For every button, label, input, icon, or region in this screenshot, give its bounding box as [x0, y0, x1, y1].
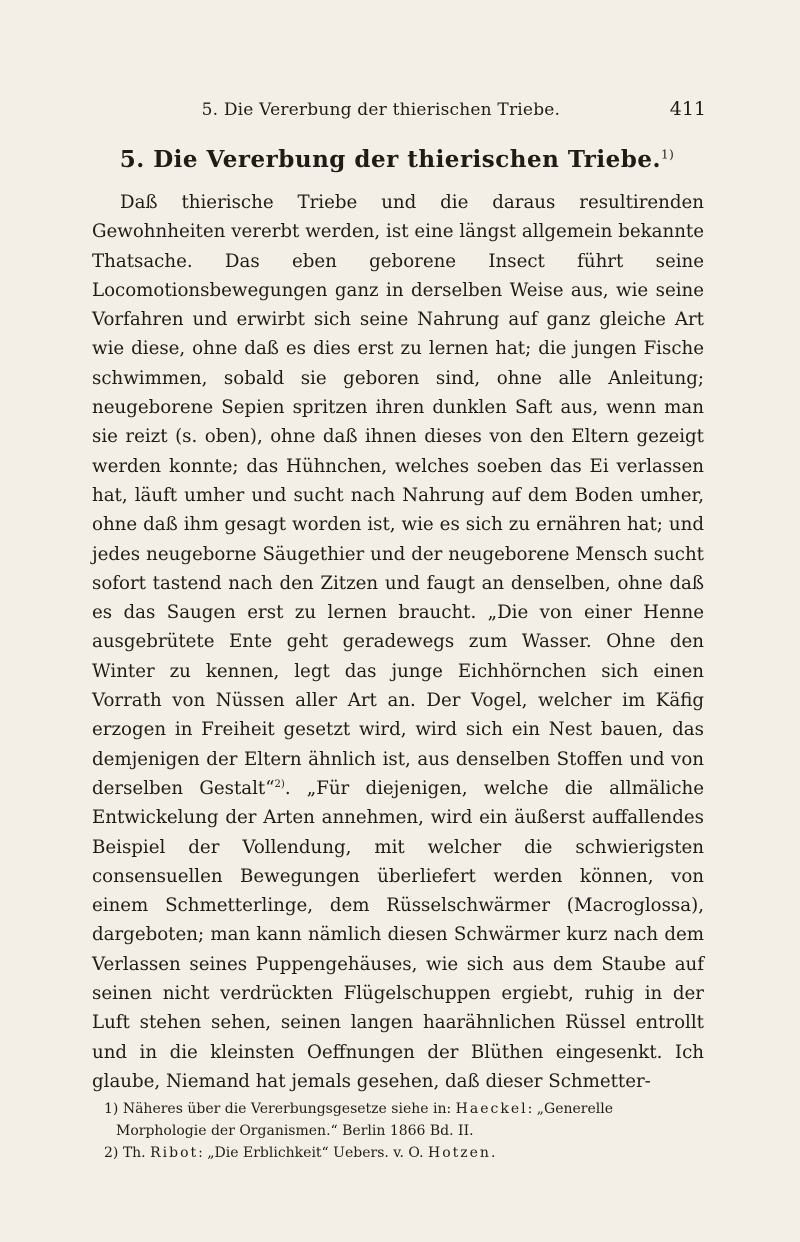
footnote-text: Th.	[122, 1145, 151, 1161]
paragraph-text-a: Daß thierische Triebe und die daraus resultirenden Gewohnheiten vererbt werden, ist eine längst allgemein bekannte Thatsache. Das eben geborene Insect führt seine Locomotionsbewegungen ganz in derselben Weise aus, wie seine Vorfahren und erwirbt sich seine Nahrung auf ganz gleiche Art wie diese, ohne daß es dies erst zu lernen hat; die jungen Fische schwimmen, sobald sie geboren sind, ohne alle Anleitung; neugeborene Sepien spritzen ihren dunklen Saft aus, wenn man sie reizt (s. oben), ohne daß ihnen dieses von den Eltern gezeigt werden konnte; das Hühnchen, welches soeben das Ei verlassen hat, läuft umher und sucht nach Nahrung auf dem Boden umher, ohne daß ihm gesagt worden ist, wie es sich zu ernähren hat; und jedes neugeborne Säugethier und der neugeborene Mensch sucht sofort tastend nach den Zitzen und faugt an denselben, ohne daß es das Saugen erst zu lernen braucht. „Die von einer Henne ausgebrütete Ente geht geradewegs zum Wasser. Ohne den Winter zu kennen, legt das junge Eichhörnchen sich einen Vorrath von Nüssen aller Art an. Der Vogel, welcher im Käfig erzogen in Freiheit gesetzt wird, wird sich ein Nest bauen, das demjenigen der Eltern ähnlich ist, aus denselben Stoffen und von derselben Gestalt“	[92, 192, 704, 799]
footnote-text: Näheres über die Vererbungsgesetze siehe in:	[122, 1101, 456, 1117]
footnote-author: Haeckel	[455, 1101, 528, 1117]
section-footnote-mark: 1)	[660, 147, 675, 162]
footnote	[104, 1098, 704, 1142]
footnote	[104, 1142, 704, 1164]
page-number: 411	[669, 98, 706, 120]
footnotes	[92, 1098, 704, 1164]
section-heading	[92, 146, 702, 173]
footnote-author: Hotzen	[427, 1145, 491, 1161]
inline-footnote-mark: 2)	[274, 778, 285, 790]
paragraph-text-b: . „Für diejenigen, welche die allmäliche Entwickelung der Arten annehmen, wird ein äußerst auffallendes Beispiel der Vollendung, mit welcher die schwierigsten consensuellen Bewegungen überliefert werden können, von einem Schmetterlinge, dem Rüsselschwärmer (Macroglossa), dargeboten; man kann nämlich diesen Schwärmer kurz nach dem Verlassen seines Puppengehäuses, wie sich aus dem Staube auf seinen nicht verdrückten Flügelschuppen ergiebt, ruhig in der Luft stehen sehen, seinen langen haarähnlichen Rüssel entrollt und in die kleinsten Oeffnungen der Blüthen eingesenkt. Ich glaube, Niemand hat jemals gesehen, daß dieser Schmetter-	[92, 777, 704, 1092]
footnote-mark: 1)	[104, 1101, 119, 1117]
footnote-text: .	[490, 1145, 496, 1161]
section-title-text: 5. Die Vererbung der thierischen Triebe.	[119, 146, 661, 173]
main-text	[92, 188, 704, 1096]
footnote-mark: 2)	[104, 1145, 119, 1161]
running-header	[92, 98, 706, 126]
running-title: 5. Die Vererbung der thierischen Triebe.	[201, 100, 561, 120]
paragraph	[92, 188, 704, 1096]
footnote-text: : „Die Erblichkeit“ Uebers. v. O.	[198, 1145, 428, 1161]
footnote-author: Ribot	[150, 1145, 199, 1161]
footnote-text: : „Generelle Morphologie der Organismen.“ Berlin 1866 Bd. II.	[116, 1101, 614, 1139]
